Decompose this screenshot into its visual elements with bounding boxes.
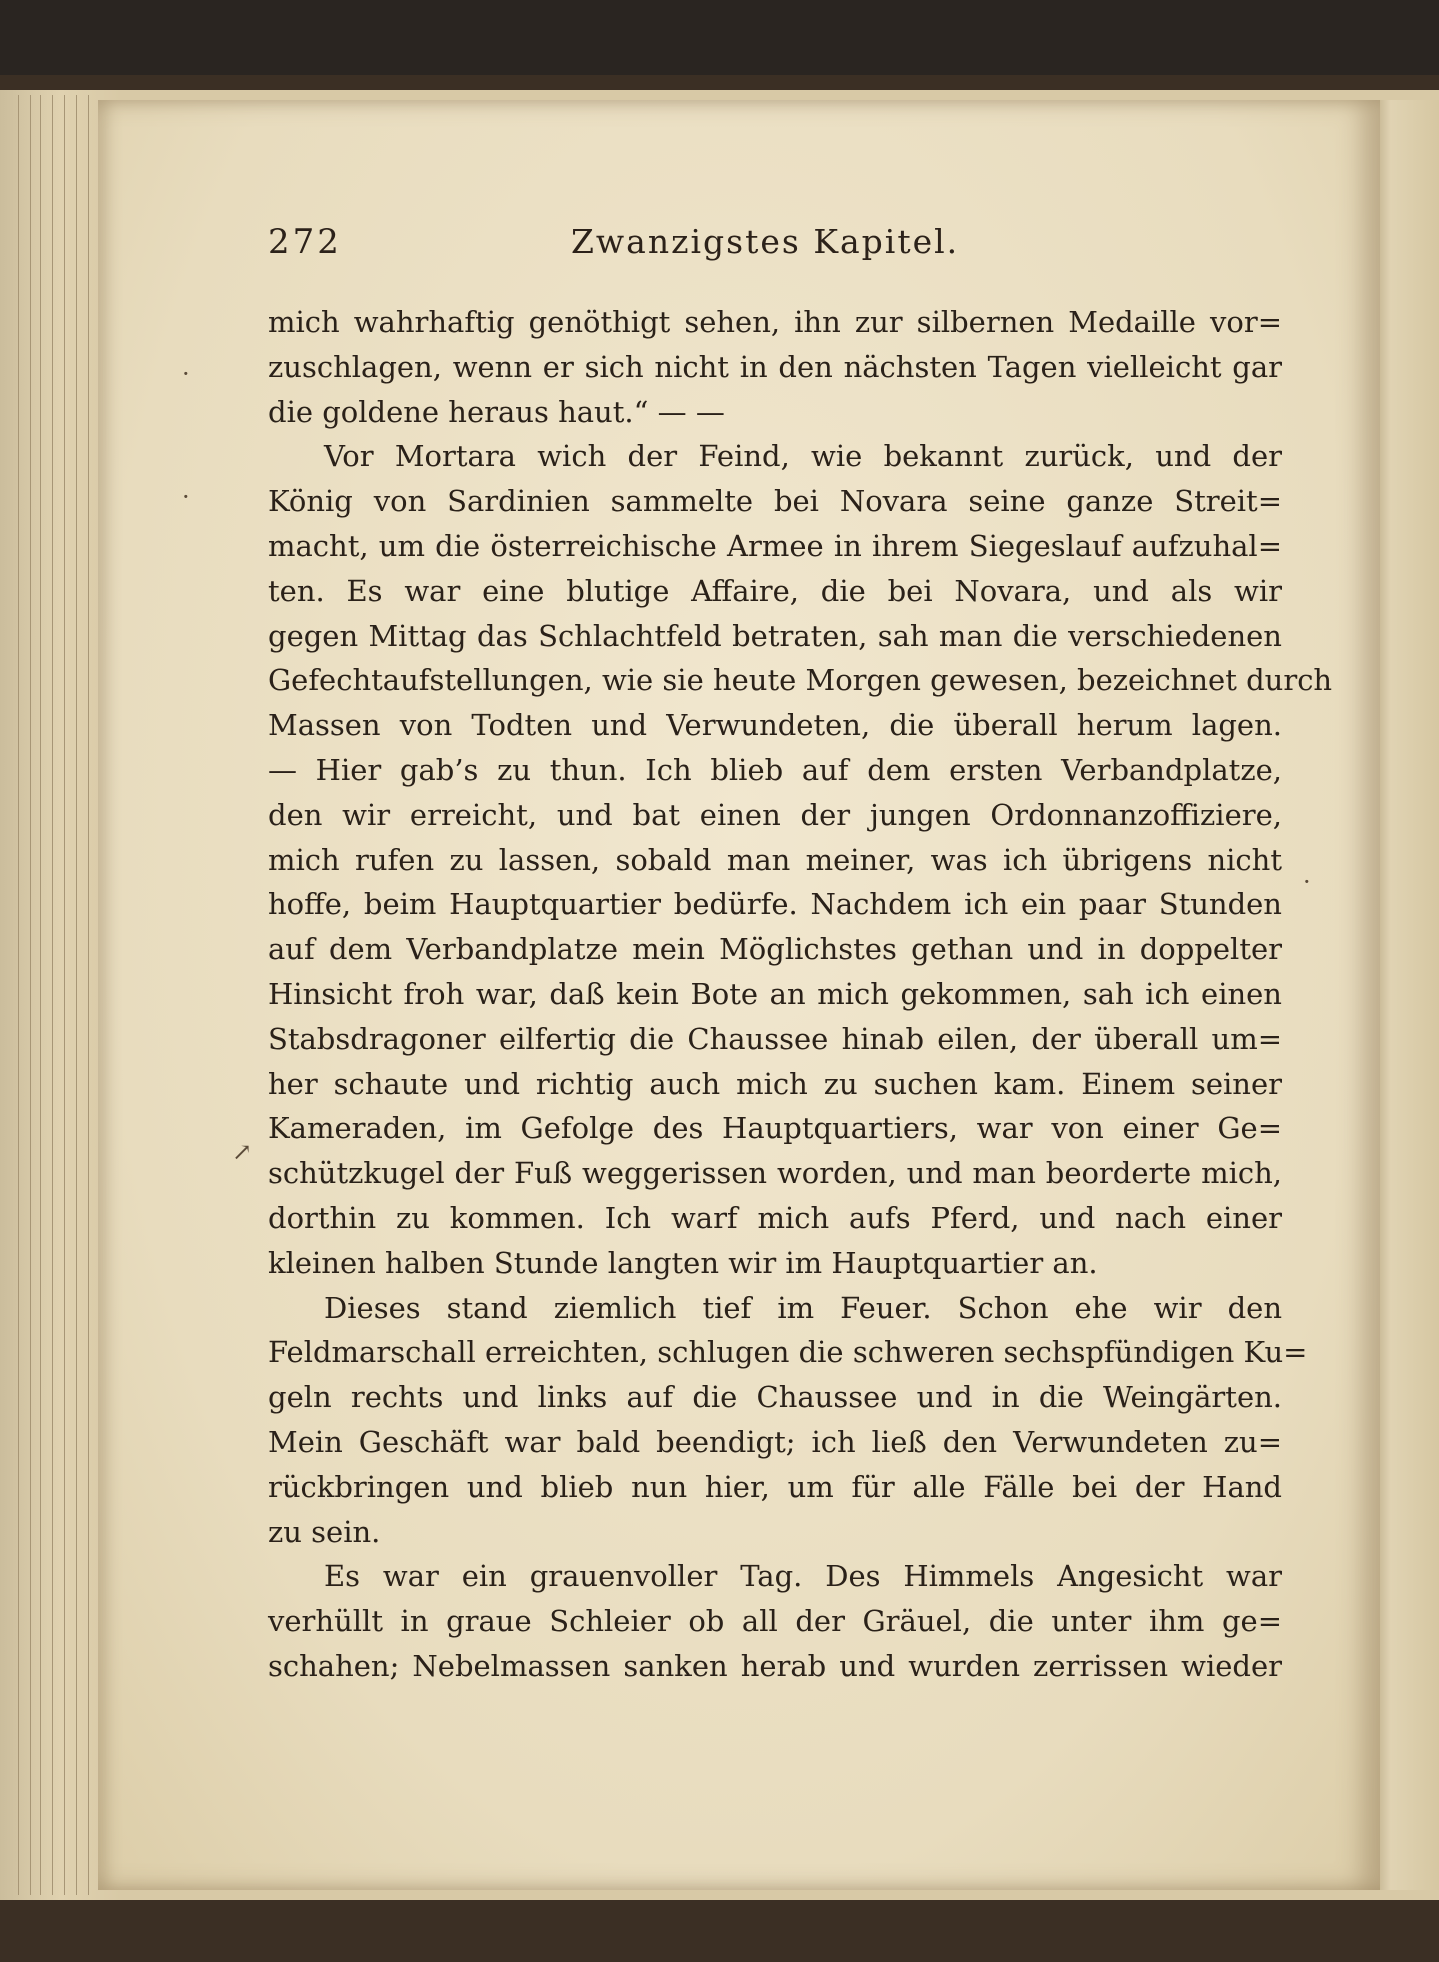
text-line: Stabsdragoner eilfertig die Chaussee hinab eilen, der überall um=	[268, 1021, 1282, 1056]
text-line: zuschlagen, wenn er sich nicht in den nächsten Tagen vielleicht gar	[268, 349, 1282, 384]
text-line: dorthin zu kommen. Ich warf mich aufs Pferd, und nach einer	[268, 1200, 1282, 1235]
margin-dot: ·	[1303, 868, 1311, 896]
text-line: hoffe, beim Hauptquartier bedürfe. Nachdem ich ein paar Stunden	[268, 887, 1282, 922]
page-number: 272	[268, 222, 342, 262]
text-line: Dieses stand ziemlich tief im Feuer. Schon ehe wir den	[324, 1290, 1282, 1325]
text-line: verhüllt in graue Schleier ob all der Gräuel, die unter ihm ge=	[268, 1604, 1282, 1639]
margin-pencil-mark: ↗	[232, 1138, 253, 1166]
text-line: Gefechtaufstellungen, wie sie heute Morgen gewesen, bezeichnet durch	[268, 663, 1333, 698]
text-line: Hinsicht froh war, daß kein Bote an mich gekommen, sah ich einen	[268, 976, 1282, 1011]
text-line: — Hier gab’s zu thun. Ich blieb auf dem ersten Verbandplatze,	[268, 752, 1282, 787]
body-text	[268, 300, 1333, 1689]
text-line: auf dem Verbandplatze mein Möglichstes gethan und in doppelter	[268, 932, 1282, 967]
text-line: schahen; Nebelmassen sanken herab und wurden zerrissen wieder	[268, 1648, 1282, 1683]
text-line: gegen Mittag das Schlachtfeld betraten, sah man die verschiedenen	[268, 618, 1282, 653]
text-line: geln rechts und links auf die Chaussee und in die Weingärten.	[268, 1380, 1282, 1415]
text-line: mich rufen zu lassen, sobald man meiner, was ich übrigens nicht	[268, 842, 1282, 877]
text-line: Vor Mortara wich der Feind, wie bekannt zurück, und der	[324, 439, 1282, 474]
text-line: mich wahrhaftig genöthigt sehen, ihn zur silbernen Medaille vor=	[268, 305, 1282, 339]
text-line: kleinen halben Stunde langten wir im Hauptquartier an.	[268, 1245, 1098, 1280]
text-line: Massen von Todten und Verwundeten, die überall herum lagen.	[268, 708, 1282, 743]
text-line: den wir erreicht, und bat einen der jungen Ordonnanzoffiziere,	[268, 797, 1282, 832]
text-line: Es war ein grauenvoller Tag. Des Himmels Angesicht war	[324, 1559, 1282, 1594]
text-line: macht, um die österreichische Armee in ihrem Siegeslauf aufzuhal=	[268, 528, 1282, 563]
margin-dot: ·	[182, 360, 190, 388]
text-line: Mein Geschäft war bald beendigt; ich ließ den Verwundeten zu=	[268, 1424, 1282, 1459]
text-line: Feldmarschall erreichten, schlugen die schweren sechspfündigen Ku=	[268, 1335, 1308, 1370]
text-line: zu sein.	[268, 1514, 381, 1549]
text-line: schützkugel der Fuß weggerissen worden, und man beorderte mich,	[268, 1156, 1282, 1191]
text-line: ten. Es war eine blutige Affaire, die bei Novara, und als wir	[268, 573, 1282, 608]
page-header	[268, 222, 1288, 272]
running-head: Zwanzigstes Kapitel.	[571, 222, 960, 261]
text-line: Kameraden, im Gefolge des Hauptquartiers, war von einer Ge=	[268, 1111, 1282, 1146]
text-line: die goldene heraus haut.“ — —	[268, 394, 725, 429]
margin-dot: ·	[182, 483, 190, 511]
text-line: König von Sardinien sammelte bei Novara seine ganze Streit=	[268, 484, 1282, 519]
facing-page-edge	[1370, 100, 1439, 1890]
page-edges	[0, 95, 100, 1895]
text-line: her schaute und richtig auch mich zu suchen kam. Einem seiner	[268, 1066, 1282, 1101]
text-line: rückbringen und blieb nun hier, um für alle Fälle bei der Hand	[268, 1469, 1282, 1504]
